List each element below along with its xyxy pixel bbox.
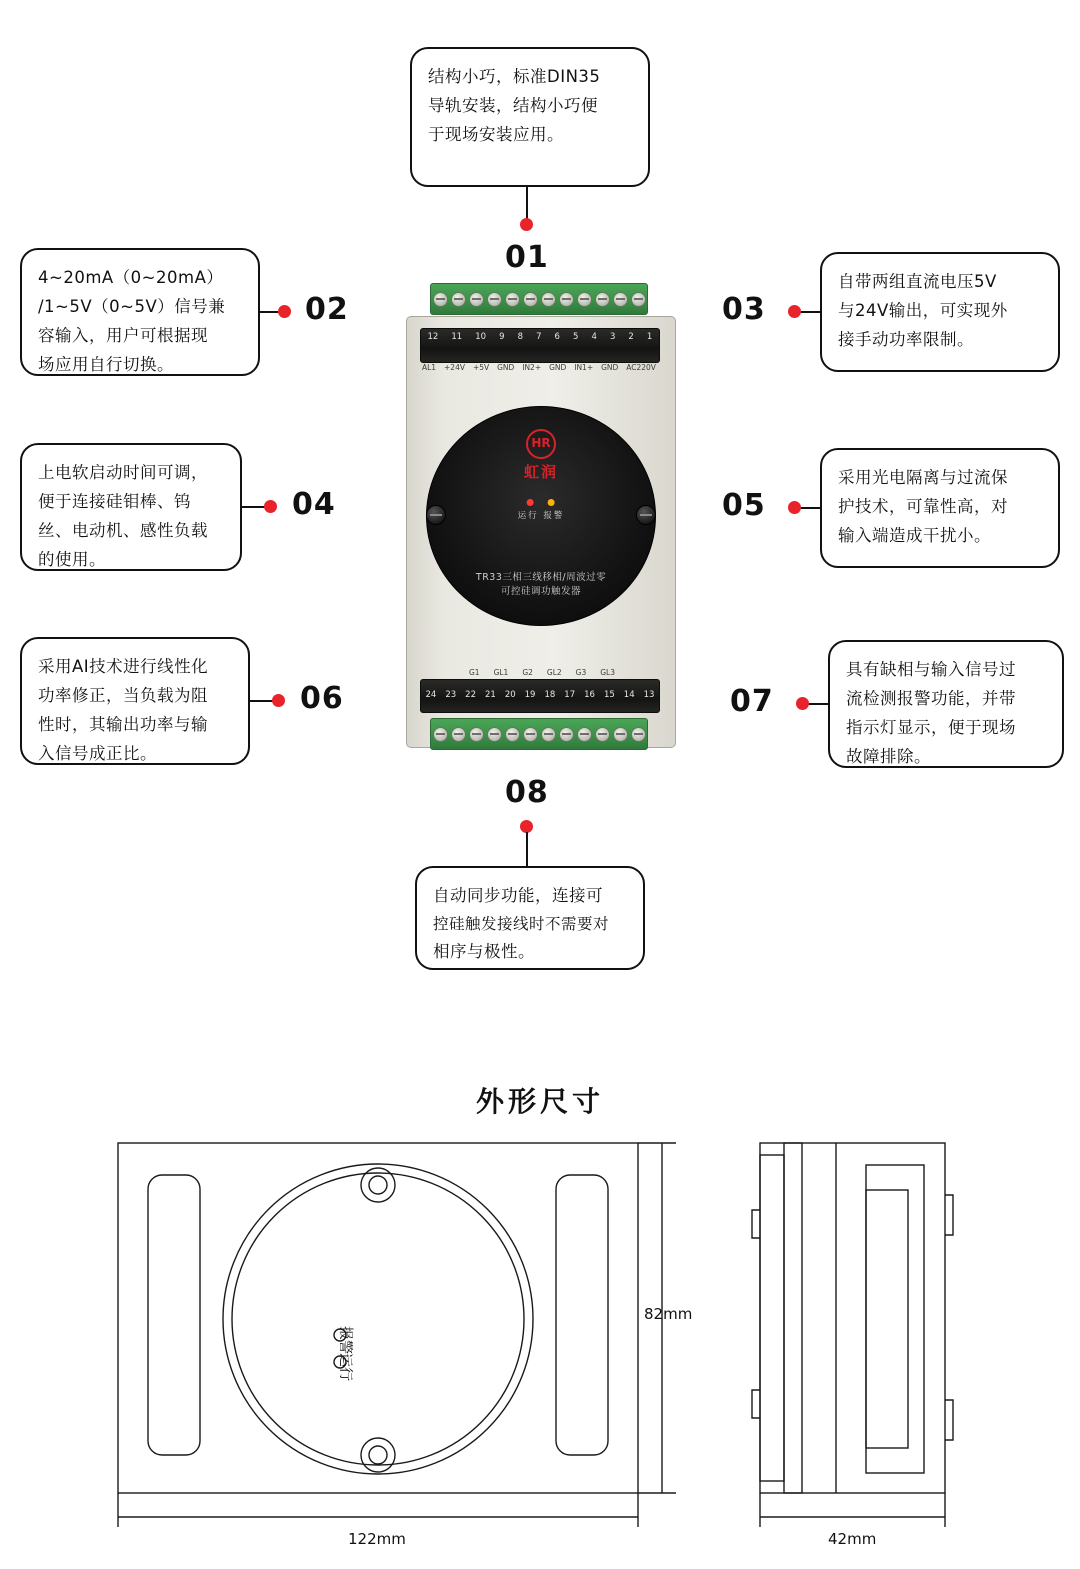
terminal-label: +24V [444, 363, 465, 372]
terminal-number: 20 [504, 690, 516, 700]
bottom-terminal-numbers [421, 690, 659, 700]
bottom-terminal-labels [462, 668, 622, 677]
terminal-label: GL2 [546, 668, 562, 677]
terminal-number: 18 [544, 690, 556, 700]
led-row [518, 499, 565, 506]
top-green-connector [430, 283, 648, 315]
callout-07-line-4: 故障排除。 [846, 746, 931, 766]
terminal-number: 6 [554, 332, 560, 342]
model-line-1: TR33三相三线移相/周波过零 [475, 571, 607, 583]
callout-06-line-1: 采用AI技术进行线性化 [38, 657, 209, 676]
callout-08-leader [526, 832, 528, 868]
callout-08-line-2: 控硅触发接线时不需要对 [433, 914, 610, 933]
screw-icon [595, 292, 610, 307]
screw-icon [595, 727, 610, 742]
brand-name: 虹润 [523, 463, 559, 481]
terminal-label: G2 [522, 668, 533, 677]
terminal-label: IN2+ [522, 363, 542, 372]
terminal-label: IN1+ [574, 363, 594, 372]
callout-01-number: 01 [505, 240, 549, 275]
screw-icon [577, 292, 592, 307]
terminal-number: 11 [451, 332, 463, 342]
callout-07-leader [806, 703, 828, 705]
terminal-label: GL1 [493, 668, 509, 677]
terminal-number: 16 [584, 690, 595, 700]
screw-icon [631, 727, 646, 742]
callout-08-line-3: 相序与极性。 [433, 942, 535, 961]
callout-06 [20, 637, 250, 765]
callout-05-line-1: 采用光电隔离与过流保 [838, 468, 1008, 487]
callout-06-number: 06 [300, 681, 344, 716]
callout-02-dot [278, 305, 291, 318]
callout-01-line-2: 导轨安装，结构小巧便 [428, 95, 598, 115]
dimension-title: 外形尺寸 [475, 1085, 604, 1118]
callout-02 [20, 248, 260, 376]
dimension-run-label: 运行 [337, 1353, 353, 1381]
terminal-number: 21 [484, 690, 496, 700]
screw-icon [613, 292, 628, 307]
callout-02-line-3: 容输入，用户可根据现 [38, 325, 208, 345]
callout-01 [410, 47, 650, 187]
led-captions [518, 509, 565, 521]
callout-05-line-2: 护技术，可靠性高，对 [838, 496, 1008, 516]
callout-07-number: 07 [730, 684, 774, 719]
terminal-label: G1 [468, 668, 480, 677]
screw-icon [541, 292, 556, 307]
device-illustration [398, 283, 688, 778]
brand-mark-icon: HR [526, 429, 556, 459]
callout-04-dot [264, 500, 277, 513]
callout-05-leader [798, 507, 820, 509]
terminal-label: GND [549, 363, 567, 372]
screw-icon [613, 727, 628, 742]
callout-03-line-1: 自带两组直流电压5V [838, 272, 997, 291]
screw-icon [559, 292, 574, 307]
terminal-number: 13 [643, 690, 655, 700]
terminal-label: +5V [472, 363, 490, 372]
screw-icon [505, 292, 520, 307]
bottom-terminal-strip [420, 679, 660, 713]
screw-icon [541, 727, 556, 742]
dimension-drawings [0, 1135, 1080, 1565]
alarm-led-label: 报警 [543, 511, 565, 521]
terminal-number: 15 [603, 690, 615, 700]
screw-icon [451, 292, 466, 307]
right-potentiometer[interactable] [636, 505, 656, 525]
callout-02-line-1: 4~20mA（0~20mA） [38, 268, 224, 287]
callout-02-number: 02 [305, 292, 349, 327]
terminal-number: 14 [623, 690, 635, 700]
callout-02-line-2: /1~5V（0~5V）信号兼 [38, 296, 226, 316]
screw-icon [433, 727, 448, 742]
led-group [518, 499, 565, 521]
callout-06-line-3: 性时，其输出功率与输 [38, 714, 208, 734]
terminal-label: G3 [575, 668, 587, 677]
screw-icon [487, 727, 502, 742]
callout-02-line-4: 场应用自行切换。 [38, 354, 174, 374]
callout-04 [20, 443, 242, 571]
terminal-number: 22 [465, 690, 476, 700]
callout-04-line-1: 上电软启动时间可调， [38, 463, 208, 482]
callout-01-line-1: 结构小巧，标准DIN35 [428, 67, 601, 86]
callout-07 [828, 640, 1064, 768]
terminal-number: 19 [524, 690, 536, 700]
screw-icon [469, 292, 484, 307]
terminal-number: 3 [609, 332, 616, 342]
callout-04-line-3: 丝、电动机、感性负载 [38, 520, 208, 540]
screw-icon [487, 292, 502, 307]
terminal-number: 8 [517, 332, 524, 342]
callout-03-dot [788, 305, 801, 318]
callout-07-dot [796, 697, 809, 710]
device-face [426, 406, 656, 626]
alarm-led-icon [548, 499, 555, 506]
callout-04-line-2: 便于连接硅钼棒、钨 [38, 491, 191, 511]
terminal-number: 24 [425, 690, 437, 700]
callout-07-line-2: 流检测报警功能，并带 [846, 688, 1016, 708]
terminal-number: 2 [628, 332, 634, 342]
run-led-label: 运行 [517, 511, 539, 521]
callout-03-number: 03 [722, 292, 766, 327]
terminal-label: GL3 [600, 668, 615, 677]
terminal-label: GND [497, 363, 515, 372]
terminal-label: AC220V [626, 363, 656, 372]
callout-03-line-2: 与24V输出，可实现外 [838, 300, 1008, 320]
callout-03-line-3: 接手动功率限制。 [838, 329, 974, 349]
terminal-number: 1 [646, 332, 653, 342]
callout-06-dot [272, 694, 285, 707]
callout-03-leader [798, 311, 820, 313]
callout-05-dot [788, 501, 801, 514]
callout-06-line-2: 功率修正，当负载为阻 [38, 685, 208, 705]
callout-01-dot [520, 218, 533, 231]
screw-icon [451, 727, 466, 742]
callout-07-line-1: 具有缺相与输入信号过 [846, 660, 1016, 679]
screw-icon [631, 292, 646, 307]
terminal-number: 10 [475, 332, 487, 342]
callout-08-line-1: 自动同步功能，连接可 [433, 886, 603, 905]
run-led-icon [527, 499, 534, 506]
callout-05-number: 05 [722, 488, 766, 523]
terminal-number: 9 [499, 332, 505, 342]
screw-icon [433, 292, 448, 307]
screw-icon [523, 727, 538, 742]
terminal-number: 17 [564, 690, 576, 700]
dimension-alarm-label: 报警 [337, 1326, 353, 1354]
screw-icon [577, 727, 592, 742]
callout-04-number: 04 [292, 487, 336, 522]
callout-05-line-3: 输入端造成干扰小。 [838, 525, 991, 545]
model-text [427, 571, 655, 600]
screw-icon [505, 727, 520, 742]
bottom-green-connector [430, 718, 648, 750]
brand-logo [524, 429, 558, 482]
callout-01-line-3: 于现场安装应用。 [428, 124, 564, 144]
screw-icon [523, 292, 538, 307]
top-terminal-numbers [421, 332, 659, 342]
dimension-height-label: 82mm [644, 1305, 693, 1323]
callout-04-line-4: 的使用。 [38, 549, 106, 569]
screw-icon [559, 727, 574, 742]
top-terminal-strip [420, 328, 660, 363]
terminal-number: 5 [573, 332, 579, 342]
callout-03 [820, 252, 1060, 372]
terminal-number: 12 [427, 332, 439, 342]
top-terminal-labels [418, 363, 660, 372]
callout-06-line-4: 入信号成正比。 [38, 743, 157, 763]
model-line-2: 可控硅调功触发器 [500, 585, 581, 597]
callout-08 [415, 866, 645, 970]
terminal-number: 23 [445, 690, 457, 700]
terminal-label: AL1 [421, 363, 437, 372]
callout-05 [820, 448, 1060, 568]
terminal-label: GND [601, 363, 619, 372]
terminal-number: 4 [591, 332, 597, 342]
callout-08-number: 08 [505, 775, 549, 810]
screw-icon [469, 727, 484, 742]
dimension-side-width-label: 42mm [828, 1530, 877, 1548]
terminal-number: 7 [536, 332, 542, 342]
callout-07-line-3: 指示灯显示，便于现场 [846, 717, 1016, 737]
left-potentiometer[interactable] [426, 505, 446, 525]
dimension-width-label: 122mm [348, 1530, 406, 1548]
